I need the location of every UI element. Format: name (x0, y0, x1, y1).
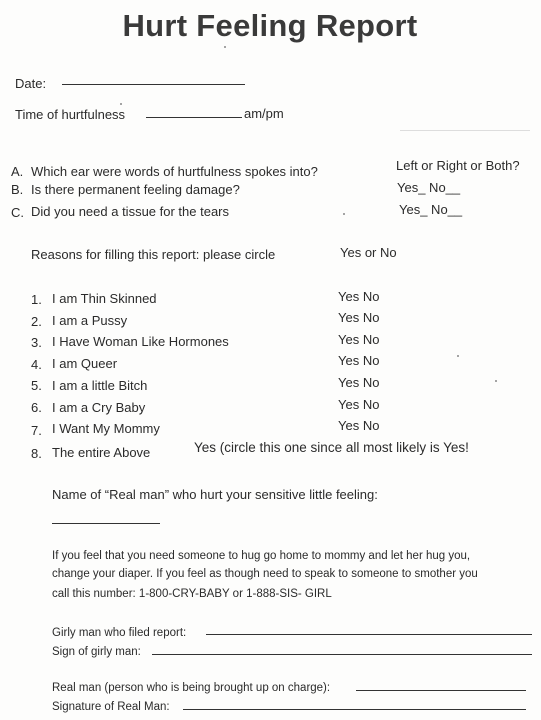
reason-num: 2. (31, 314, 42, 329)
reason-answer[interactable]: Yes No (338, 310, 380, 325)
reason-text: I am a little Bitch (52, 378, 148, 393)
question-c-text: Did you need a tissue for the tears (31, 204, 230, 219)
scan-speck (224, 46, 226, 48)
girly-man-report-label: Girly man who filed report: (52, 627, 187, 639)
paragraph-line: call this number: 1-800-CRY-BABY or 1-888-SIS- GIRL (52, 588, 332, 600)
realman-name-field[interactable] (52, 523, 160, 524)
girly-man-sign-label: Sign of girly man: (52, 646, 141, 658)
faint-rule (400, 130, 530, 131)
reason-text: I am Thin Skinned (52, 291, 157, 306)
reason-answer[interactable]: Yes No (338, 289, 380, 304)
reason-num: 1. (31, 292, 42, 307)
reasons-options: Yes or No (340, 245, 397, 260)
paragraph-line: change your diaper. If you feel as though need to speak to someone to smother you (52, 568, 478, 580)
reason-num: 8. (31, 446, 42, 461)
real-man-label: Real man (person who is being brought up on charge): (52, 682, 331, 694)
reason-text: I Want My Mommy (52, 421, 160, 436)
scan-speck (457, 355, 459, 357)
reason-answer[interactable]: Yes No (338, 418, 380, 433)
reason-text: I am a Cry Baby (52, 400, 146, 415)
date-label: Date: (15, 76, 47, 91)
reason-num: 5. (31, 378, 42, 393)
scan-speck (343, 213, 345, 215)
question-b-text: Is there permanent feeling damage? (31, 182, 240, 197)
reason-text: I Have Woman Like Hormones (52, 334, 229, 349)
girly-man-report-field[interactable] (206, 634, 532, 635)
reason-answer[interactable]: Yes (circle this one since all most likely is Yes! (194, 440, 469, 455)
scan-speck (120, 103, 122, 105)
real-man-signature-field[interactable] (183, 709, 526, 710)
reason-num: 3. (31, 335, 42, 350)
question-a-text: Which ear were words of hurtfulness spokes into? (31, 164, 318, 179)
real-man-field[interactable] (356, 690, 526, 691)
time-field[interactable] (146, 117, 242, 118)
reason-text: I am Queer (52, 356, 118, 371)
real-man-signature-label: Signature of Real Man: (52, 701, 170, 713)
reason-num: 4. (31, 357, 42, 372)
reason-answer[interactable]: Yes No (338, 375, 380, 390)
reason-num: 7. (31, 423, 42, 438)
paragraph-line: If you feel that you need someone to hug go home to mommy and let her hug you, (52, 550, 471, 562)
reason-answer[interactable]: Yes No (338, 332, 380, 347)
reason-answer[interactable]: Yes No (338, 353, 380, 368)
page-title: Hurt Feeling Report (122, 8, 418, 43)
reason-answer[interactable]: Yes No (338, 397, 380, 412)
girly-man-sign-field[interactable] (152, 654, 532, 655)
question-a-letter: A. (11, 164, 24, 179)
realman-name-label: Name of “Real man” who hurt your sensitive little feeling: (52, 487, 378, 502)
time-label: Time of hurtfulness (15, 107, 126, 122)
question-c-letter: C. (11, 205, 24, 220)
question-a-answer: Left or Right or Both? (396, 158, 520, 173)
time-suffix: am/pm (244, 106, 284, 121)
scan-speck (495, 380, 497, 382)
reason-num: 6. (31, 400, 42, 415)
question-c-answer[interactable]: Yes_ No__ (399, 202, 463, 217)
question-b-answer[interactable]: Yes_ No__ (397, 180, 461, 195)
question-b-letter: B. (11, 182, 24, 197)
reasons-label: Reasons for filling this report: please circle (31, 247, 276, 262)
date-field[interactable] (62, 84, 245, 85)
reason-text: I am a Pussy (52, 313, 128, 328)
reason-text: The entire Above (52, 445, 151, 460)
